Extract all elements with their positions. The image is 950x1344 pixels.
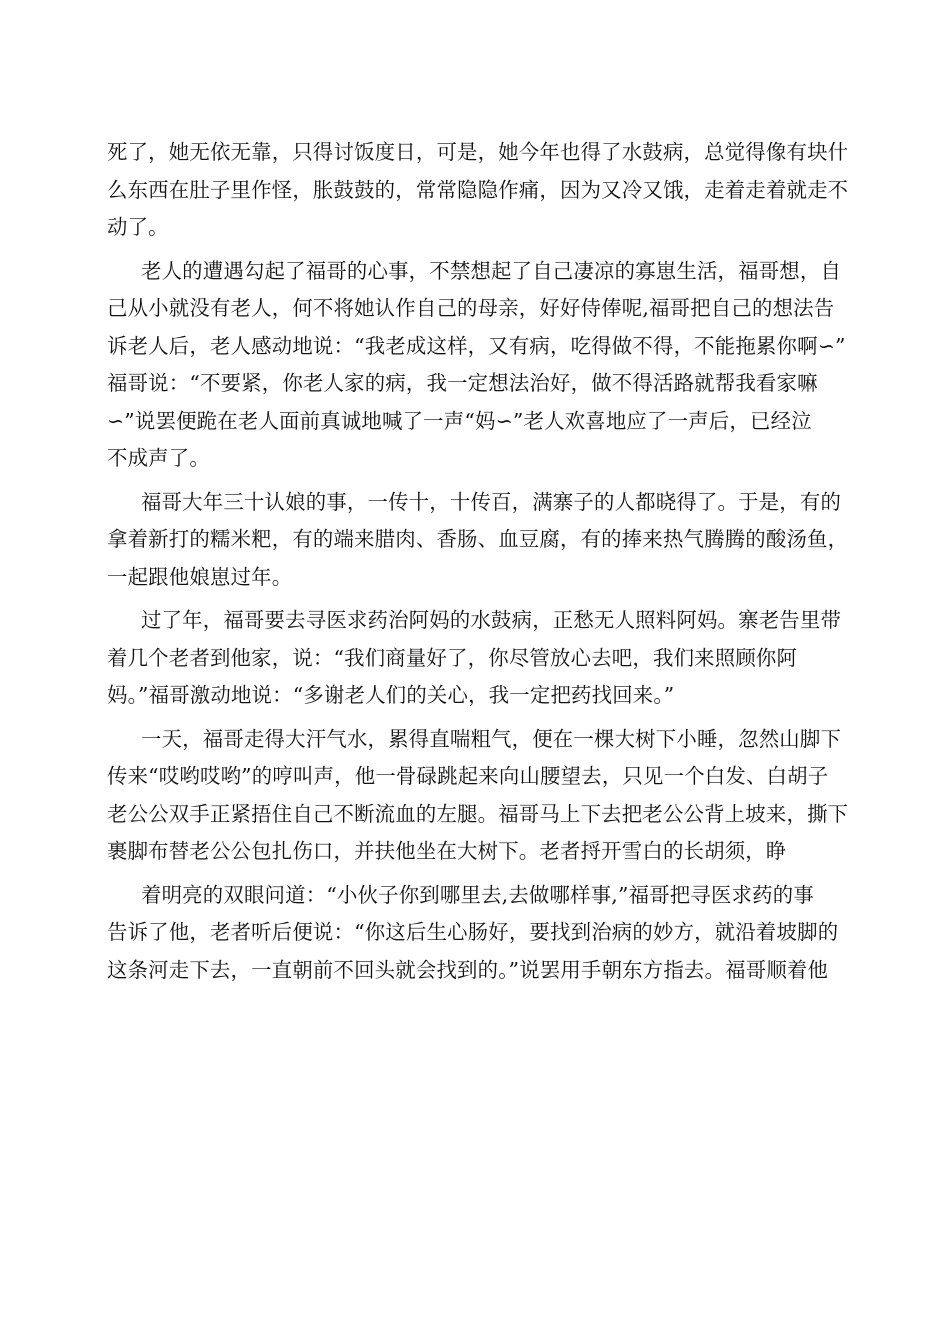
text-line: 不成声了。 bbox=[107, 446, 210, 470]
text-line: ∽”说罢便跪在老人面前真诚地喊了一声“妈∽”老人欢喜地应了一声后，已经泣 bbox=[107, 408, 812, 433]
paragraph-2 bbox=[107, 253, 846, 478]
paragraph-3 bbox=[107, 484, 849, 597]
text-line: 老人的遭遇勾起了福哥的心事，不禁想起了自己凄凉的寡崽生活，福哥想，自 bbox=[141, 258, 842, 283]
text-line: 告诉了他，老者听后便说：“你这后生心肠好，要找到治病的妙方，就沿着坡脚的 bbox=[107, 920, 839, 944]
document-page bbox=[107, 134, 849, 989]
text-line: 诉老人后，老人感动地说：“我老成这样，又有病，吃得做不得，不能拖累你啊∽” bbox=[107, 333, 846, 358]
paragraph-5 bbox=[107, 721, 849, 871]
text-line: 一天，福哥走得大汗气水，累得直喘粗气，便在一棵大树下小睡，忽然山脚下 bbox=[141, 726, 842, 751]
paragraph-4 bbox=[107, 602, 841, 715]
text-line: 动了。 bbox=[107, 215, 169, 239]
text-line: 老公公双手正紧捂住自己不断流血的左腿。福哥马上下去把老公公背上坡来，撕下 bbox=[107, 801, 849, 826]
text-line: 裹脚布替老公公包扎伤口，并扶他坐在大树下。老者捋开雪白的长胡须，睁 bbox=[107, 839, 787, 863]
text-line: 己从小就没有老人，何不将她认作自己的母亲，好好侍俸呢,福哥把自己的想法告 bbox=[107, 296, 835, 320]
text-line: 这条河走下去，一直朝前不回头就会找到的。”说罢用手朝东方指去。福哥顺着他 bbox=[107, 957, 829, 982]
text-line: 过了年，福哥要去寻医求药治阿妈的水鼓病，正愁无人照料阿妈。寨老告里带 bbox=[141, 608, 842, 632]
text-line: 么东西在肚子里作怪，胀鼓鼓的，常常隐隐作痛，因为又冷又饿，走着走着就走不 bbox=[107, 177, 849, 202]
text-line: 死了，她无依无靠，只得讨饭度日，可是，她今年也得了水鼓病，总觉得像有块什 bbox=[107, 140, 849, 164]
text-line: 拿着新打的糯米粑，有的端来腊肉、香肠、血豆腐，有的捧来热气腾腾的酸汤鱼， bbox=[107, 527, 849, 551]
text-line: 传来“哎哟哎哟”的哼叫声，他一骨碌跳起来向山腰望去，只见一个白发、白胡子 bbox=[107, 764, 829, 788]
text-line: 着明亮的双眼问道：“小伙子你到哪里去,去做哪样事,”福哥把寻医求药的事 bbox=[141, 882, 814, 907]
text-line: 着几个老者到他家，说：“我们商量好了，你尽管放心去吧，我们来照顾你阿 bbox=[107, 645, 798, 670]
text-line: 一起跟他娘崽过年。 bbox=[107, 564, 293, 589]
text-line: 福哥大年三十认娘的事，一传十，十传百，满寨子的人都晓得了。于是，有的 bbox=[141, 489, 842, 514]
text-line: 妈。”福哥激动地说：“多谢老人们的关心，我一定把药找回来。” bbox=[107, 683, 675, 707]
paragraph-6 bbox=[107, 877, 841, 990]
text-line: 福哥说：“不要紧，你老人家的病，我一定想法治好，做不得活路就帮我看家嘛 bbox=[107, 371, 818, 395]
paragraph-1 bbox=[107, 134, 849, 247]
